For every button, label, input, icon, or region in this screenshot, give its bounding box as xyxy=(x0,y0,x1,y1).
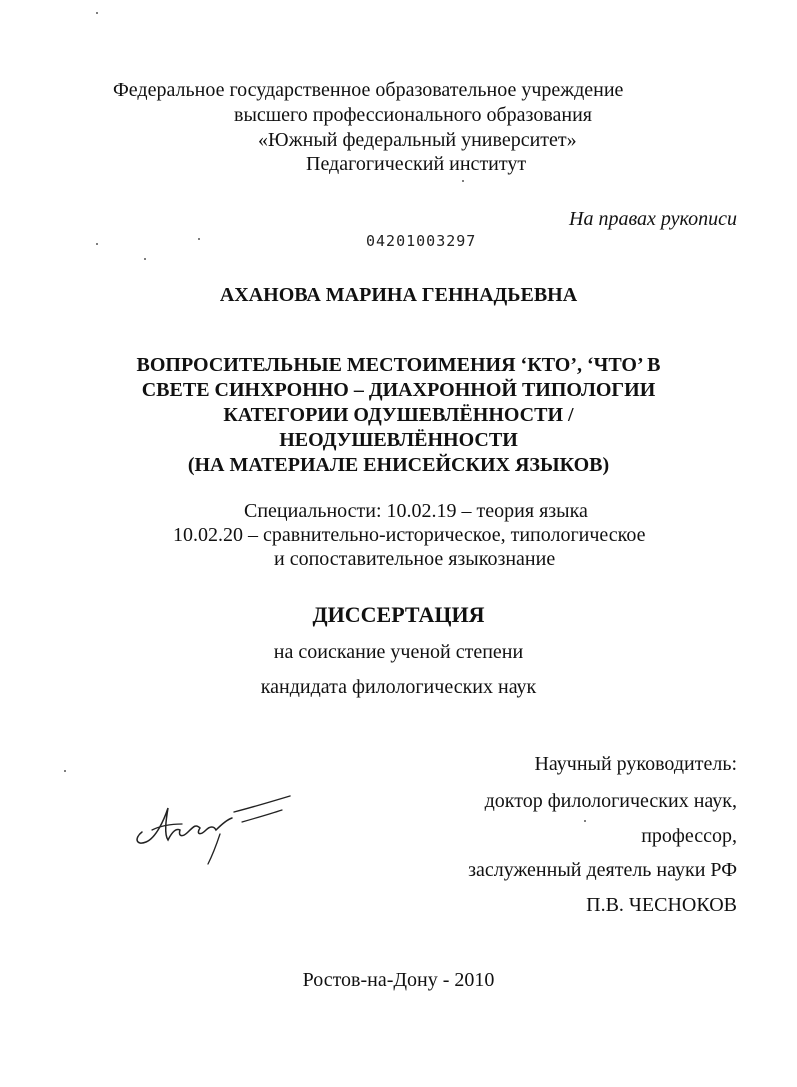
manuscript-note: На правах рукописи xyxy=(569,208,737,230)
title-line-1: ВОПРОСИТЕЛЬНЫЕ МЕСТОИМЕНИЯ ‘КТО’, ‘ЧТО’ В xyxy=(136,354,661,376)
doc-type-heading: ДИССЕРТАЦИЯ xyxy=(312,602,485,627)
specialty-line-3: и сопоставительное языкознание xyxy=(274,548,556,570)
title-line-3: КАТЕГОРИИ ОДУШЕВЛЁННОСТИ / xyxy=(223,404,574,426)
specialty-line-2: 10.02.20 – сравнительно-историческое, типологическое xyxy=(173,524,646,546)
supervisor-degree: доктор филологических наук, xyxy=(484,790,737,812)
catalog-number: 04201003297 xyxy=(366,232,477,250)
specialty-line-1: Специальности: 10.02.19 – теория языка xyxy=(244,500,588,522)
institution-line-4: Педагогический институт xyxy=(306,153,527,175)
author-name: АХАНОВА МАРИНА ГЕННАДЬЕВНА xyxy=(219,284,578,306)
signature-image xyxy=(130,790,300,870)
scan-speck xyxy=(584,820,586,822)
title-line-2: СВЕТЕ СИНХРОННО – ДИАХРОННОЙ ТИПОЛОГИИ xyxy=(141,379,656,401)
title-line-5: (НА МАТЕРИАЛЕ ЕНИСЕЙСКИХ ЯЗЫКОВ) xyxy=(187,454,610,476)
title-line-4: НЕОДУШЕВЛЁННОСТИ xyxy=(279,429,518,451)
supervisor-rank: профессор, xyxy=(641,825,737,847)
scan-speck xyxy=(462,180,464,182)
supervisor-honor: заслуженный деятель науки РФ xyxy=(468,859,737,881)
supervisor-label: Научный руководитель: xyxy=(534,753,737,775)
supervisor-name: П.В. ЧЕСНОКОВ xyxy=(586,894,737,916)
city-year: Ростов-на-Дону - 2010 xyxy=(302,969,495,991)
scan-speck xyxy=(198,238,200,240)
institution-line-2: высшего профессионального образования xyxy=(234,104,592,126)
institution-line-3: «Южный федеральный университет» xyxy=(258,129,577,151)
degree-line-2: кандидата филологических наук xyxy=(260,676,537,698)
scan-speck xyxy=(96,12,98,14)
scan-speck xyxy=(144,258,146,260)
scan-speck xyxy=(64,770,66,772)
scan-speck xyxy=(96,243,98,245)
degree-line-1: на соискание ученой степени xyxy=(273,641,524,663)
institution-line-1: Федеральное государственное образовательное учреждение xyxy=(113,79,624,101)
